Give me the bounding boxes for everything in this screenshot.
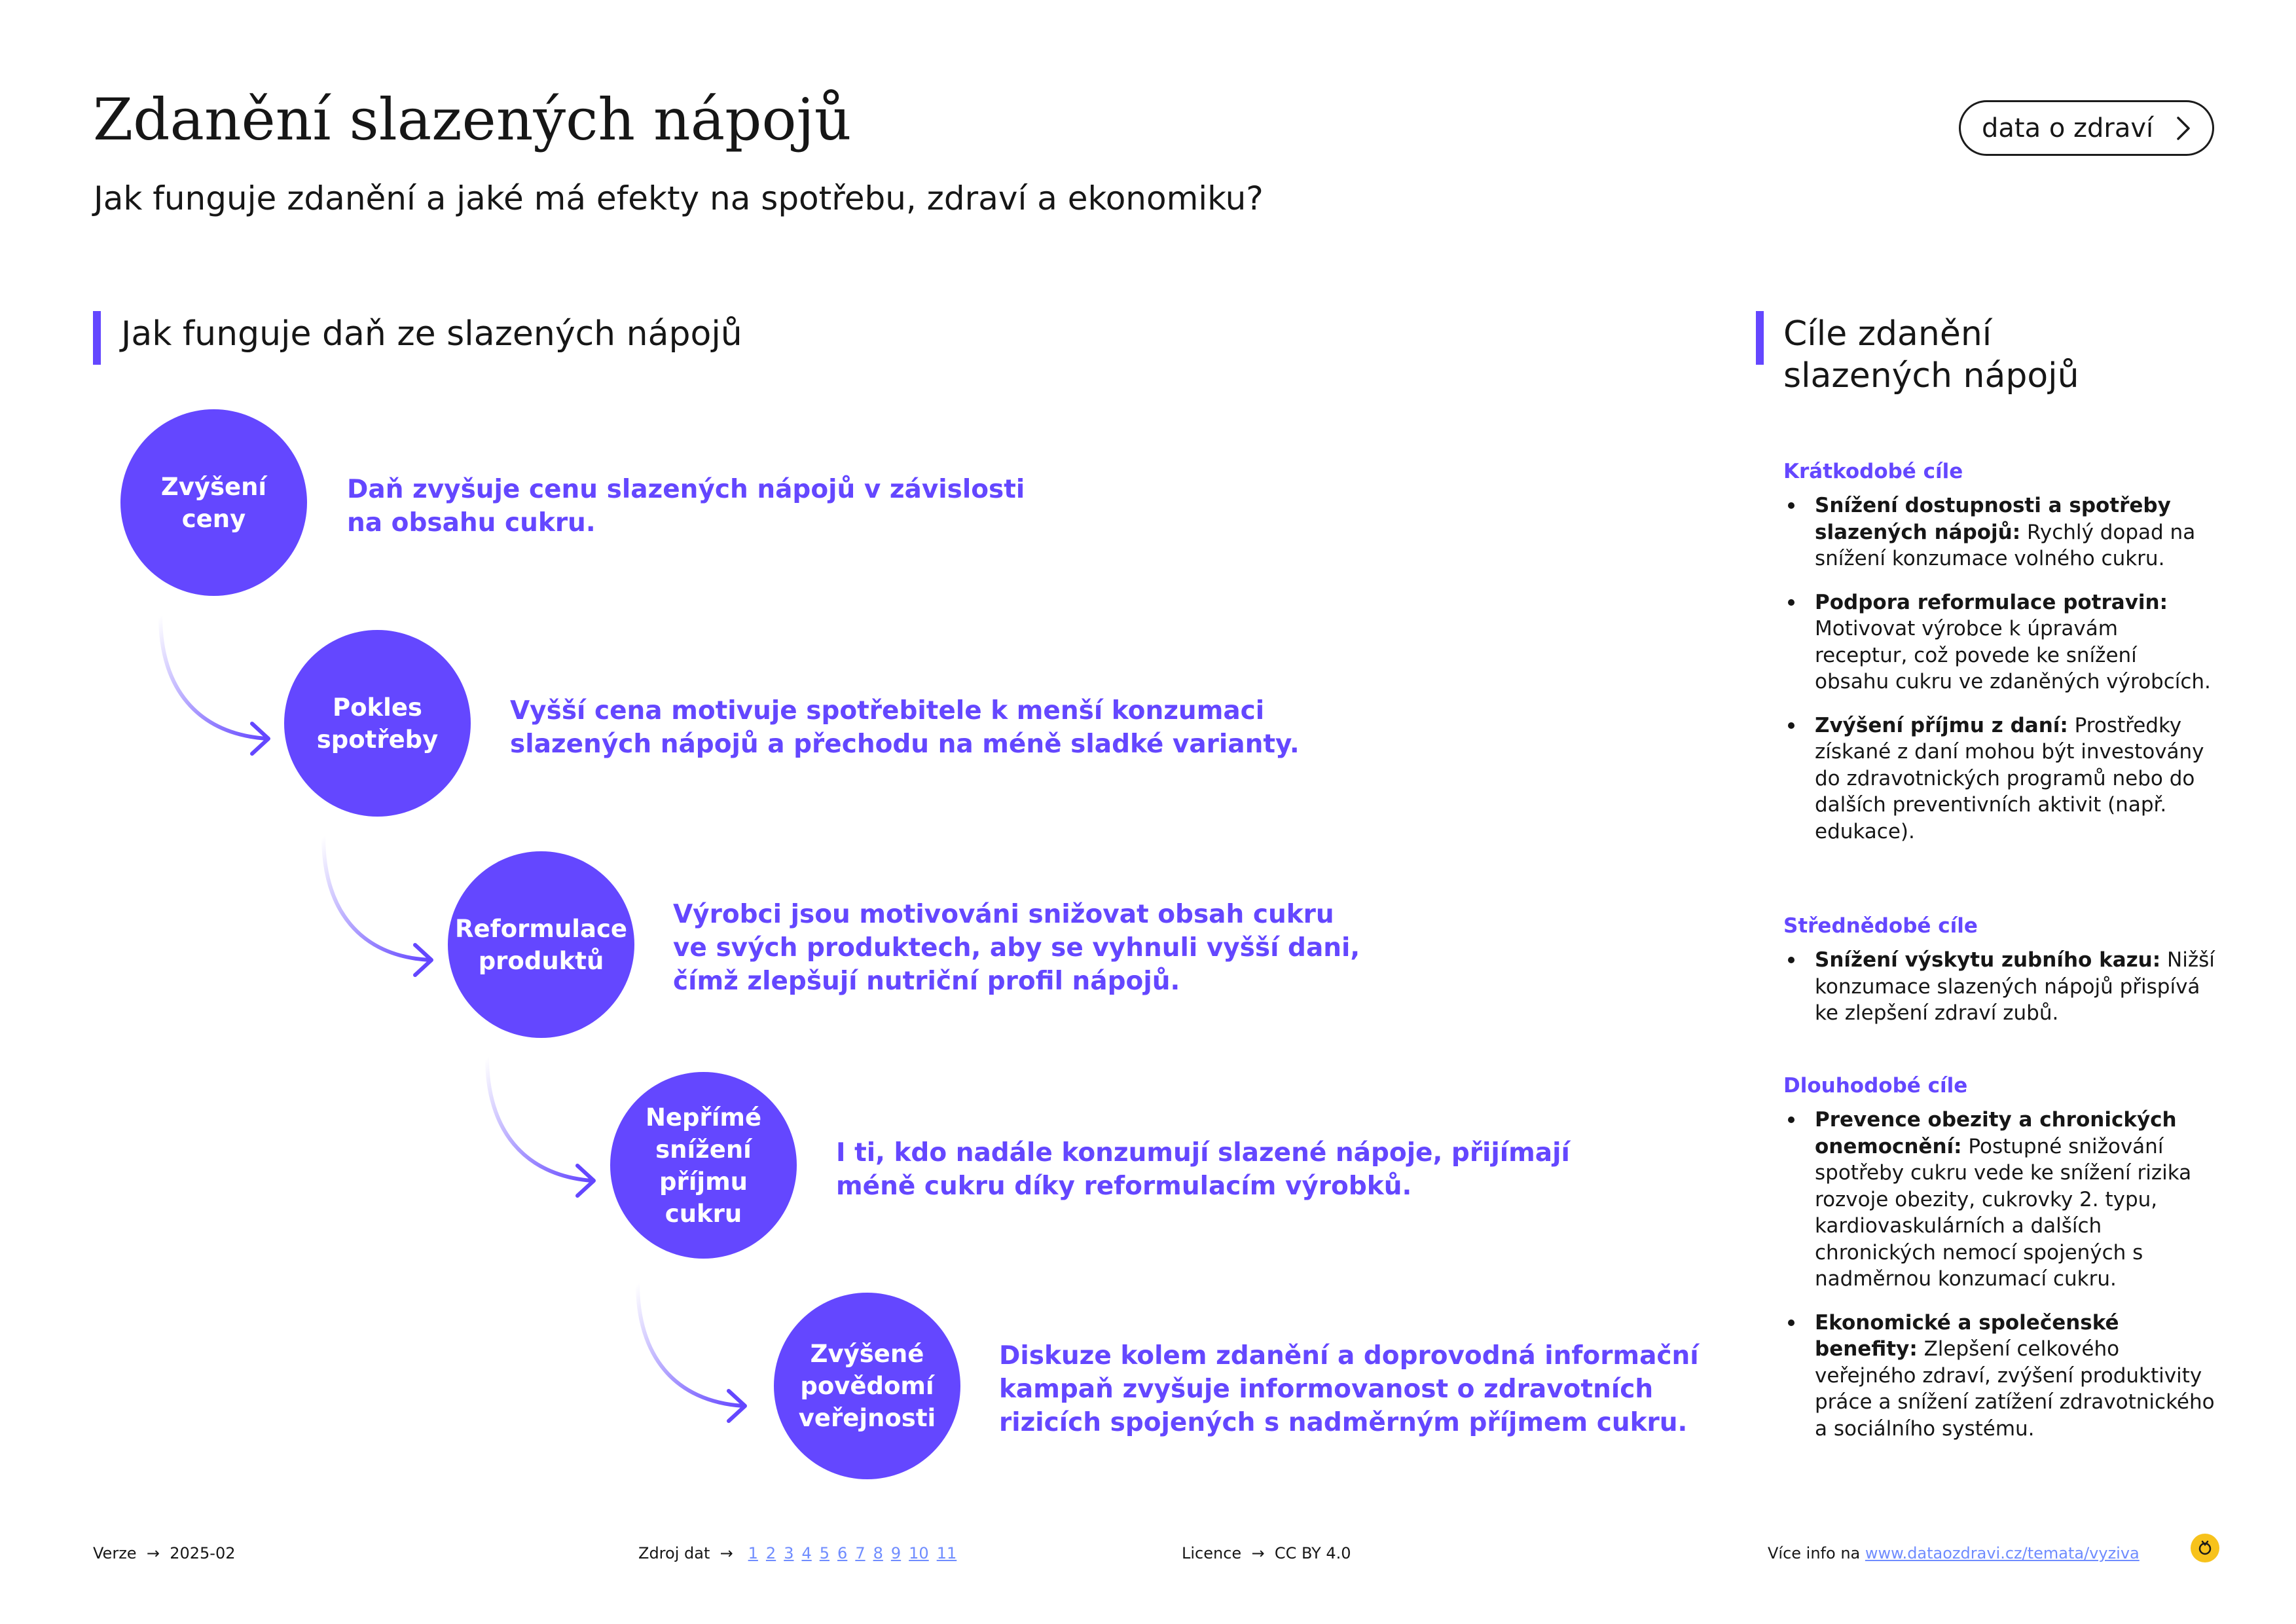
goals-group-short-term (1783, 458, 2215, 862)
goals-group-mid-term (1783, 913, 2215, 1044)
footer-version: Verze → 2025-02 (93, 1544, 236, 1562)
footer-license: Licence → CC BY 4.0 (1182, 1544, 1351, 1562)
page-subtitle: Jak funguje zdanění a jaké má efekty na spotřebu, zdraví a ekonomiku? (94, 179, 1264, 217)
source-link-7[interactable]: 7 (855, 1544, 866, 1562)
source-link-4[interactable]: 4 (801, 1544, 812, 1562)
dataozdravi-logo-icon (2191, 1534, 2219, 1562)
chevron-right-icon (2169, 114, 2198, 143)
footer-sources: Zdroj dat → 1 2 3 4 5 6 7 8 9 10 11 (638, 1543, 964, 1564)
goal-group-title: Krátkodobé cíle (1783, 460, 1963, 483)
step-description: I ti, kdo nadále konzumují slazené nápoje, přijímají méně cukru díky reformulacím výrobků. (836, 1138, 1570, 1201)
goal-item: Snížení výskytu zubního kazu: Nižší konzumace slazených nápojů přispívá ke zlepšení zdraví zubů. (1783, 947, 2215, 1027)
step-circle-reformulace-produktu: Reformulace produktů (448, 851, 634, 1038)
step-circle-zvysene-povedomi-verejnosti: Zvýšené povědomí veřejnosti (774, 1293, 960, 1479)
goal-group-title: Dlouhodobé cíle (1783, 1074, 1968, 1098)
footer-more-info: Více info na www.dataozdravi.cz/temata/vyziva (1768, 1544, 2140, 1562)
source-link-9[interactable]: 9 (890, 1544, 902, 1562)
arrow-right-icon: → (146, 1544, 160, 1562)
data-o-zdravi-button[interactable] (1959, 100, 2214, 156)
step-description: Diskuze kolem zdanění a doprovodná informační kampaň zvyšuje informovanost o zdravotních rizicích spojených s nadměrným příjmem cukru. (999, 1341, 1699, 1437)
source-link-1[interactable]: 1 (748, 1544, 758, 1562)
source-link-6[interactable]: 6 (837, 1544, 848, 1562)
arrow-icon (487, 1058, 592, 1181)
goal-item: Snížení dostupnosti a spotřeby slazených nápojů: Rychlý dopad na snížení konzumace volného cukru. (1783, 492, 2215, 572)
arrow-icon (638, 1283, 743, 1406)
flow-arrows (0, 0, 851, 1441)
more-info-link[interactable]: www.dataozdravi.cz/temata/vyziva (1865, 1544, 2140, 1562)
arrow-icon (323, 836, 429, 960)
goals-group-long-term (1783, 1073, 2215, 1459)
step-description: Výrobci jsou motivováni snižovat obsah cukru ve svých produktech, aby se vyhnuli vyšší dani, čímž zlepšují nutriční profil nápojů. (673, 900, 1360, 996)
goal-item: Ekonomické a společenské benefity: Zlepšení celkového veřejného zdraví, zvýšení produktivity práce a snížení zatížení zdravotnického a sociálního systému. (1783, 1310, 2215, 1443)
source-link-11[interactable]: 11 (936, 1544, 957, 1562)
goal-item: Podpora reformulace potravin: Motivovat výrobce k úpravám receptur, což povede ke snížení obsahu cukru ve zdaněných výrobcích. (1783, 589, 2215, 695)
source-link-8[interactable]: 8 (873, 1544, 883, 1562)
arrow-icon (160, 616, 266, 739)
page-title: Zdanění slazených nápojů (93, 86, 852, 153)
arrow-right-icon: → (1251, 1544, 1265, 1562)
step-circle-zvyseni-ceny: Zvýšení ceny (120, 409, 307, 596)
source-link-3[interactable]: 3 (784, 1544, 794, 1562)
step-circle-neprime-snizeni-prijmu-cukru: Nepřímé snížení příjmu cukru (610, 1072, 797, 1259)
source-link-5[interactable]: 5 (819, 1544, 830, 1562)
goal-item: Zvýšení příjmu z daní: Prostředky získané z daní mohou být investovány do zdravotnických programů nebo do dalších preventivních aktivit (např. edukace). (1783, 712, 2215, 845)
step-description: Daň zvyšuje cenu slazených nápojů v závislosti na obsahu cukru. (347, 475, 1025, 538)
goal-group-title: Střednědobé cíle (1783, 914, 1978, 938)
arrow-right-icon: → (720, 1544, 733, 1562)
source-links (748, 1544, 965, 1562)
source-link-2[interactable]: 2 (765, 1544, 776, 1562)
step-description: Vyšší cena motivuje spotřebitele k menší konzumaci slazených nápojů a přechodu na méně sladké varianty. (510, 696, 1300, 759)
nav-button-label: data o zdraví (1982, 113, 2154, 143)
source-link-10[interactable]: 10 (909, 1544, 929, 1562)
goal-item: Prevence obezity a chronických onemocnění: Postupné snižování spotřeby cukru vede ke snížení rizika rozvoje obezity, cukrovky 2. typu, kardiovaskulárních a dalších chronických nemocí spojených s nadměrnou konzumací cukru. (1783, 1107, 2215, 1293)
goals-accent-bar (1756, 311, 1764, 365)
step-circle-pokles-spotreby: Pokles spotřeby (284, 630, 471, 817)
flow-heading: Jak funguje daň ze slazených nápojů (121, 314, 742, 354)
goals-heading: Cíle zdanění slazených nápojů (1783, 314, 2079, 396)
